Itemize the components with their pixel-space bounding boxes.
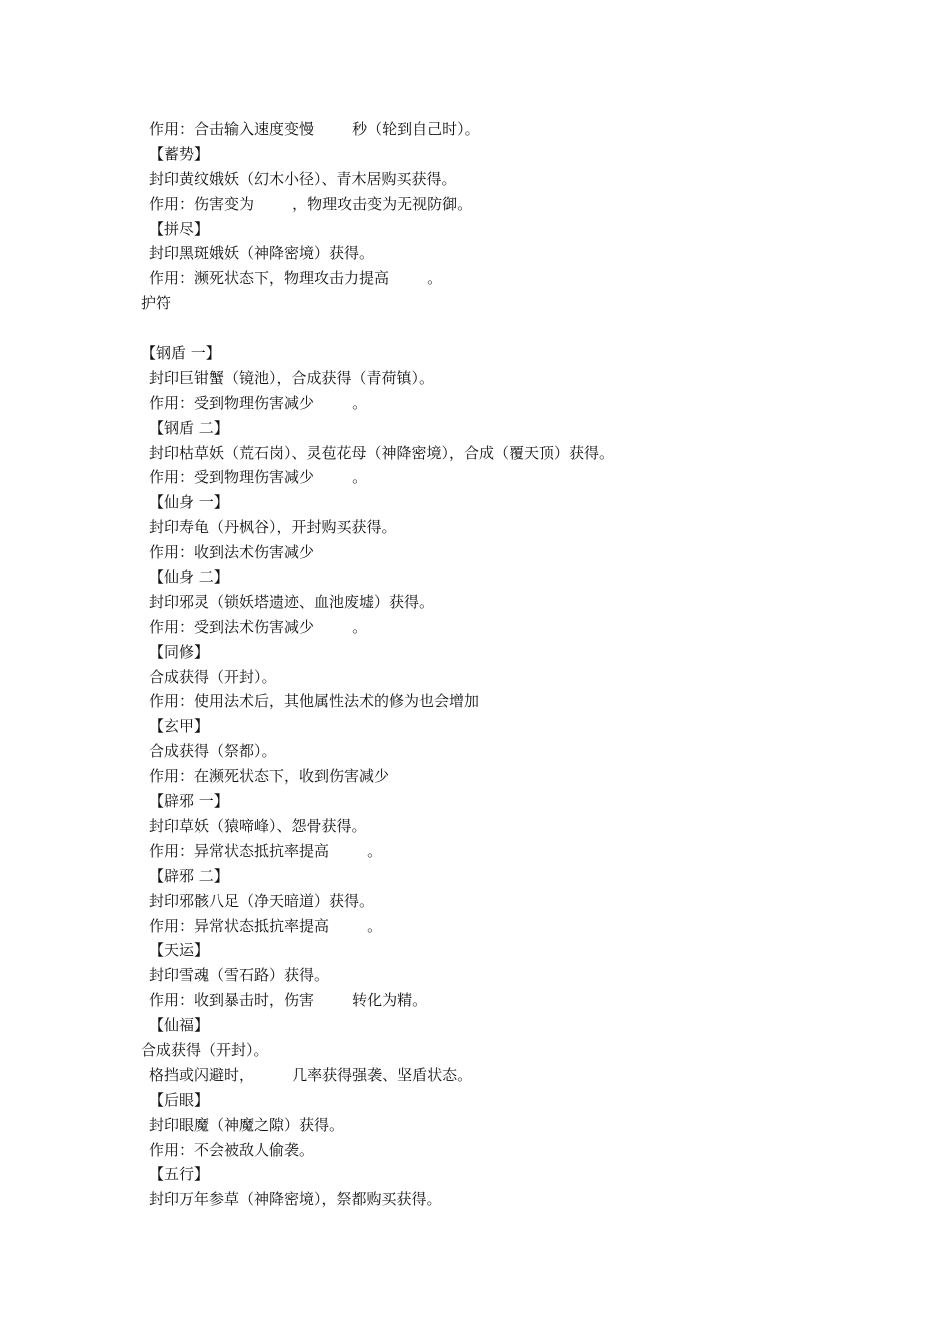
source-line: 合成获得（开封）。 [149, 667, 277, 686]
section-heading: 【仙福】 [149, 1016, 210, 1035]
section-heading: 【蓄势】 [149, 144, 210, 163]
source-line: 合成获得（祭都）。 [149, 742, 277, 761]
source-line: 封印眼魔（神魔之隙）获得。 [149, 1115, 345, 1134]
source-line: 封印黑斑娥妖（神降密境）获得。 [149, 244, 375, 263]
effect-line: 作用：合击输入速度变慢 秒（轮到自己时）。 [149, 120, 480, 138]
section-heading: 【仙身 二】 [149, 568, 229, 587]
section-heading: 【拼尽】 [149, 219, 210, 238]
section-heading: 【辟邪 一】 [149, 792, 229, 811]
section-heading: 【后眼】 [149, 1090, 210, 1109]
source-line: 封印万年参草（神降密境），祭都购买获得。 [149, 1190, 442, 1209]
effect-line: 作用：使用法术后，其他属性法术的修为也会增加 [149, 692, 480, 711]
effect-line: 作用：收到暴击时，伤害 转化为精。 [149, 991, 428, 1010]
effect-line: 作用：受到物理伤害减少 。 [149, 393, 368, 412]
section-heading: 【辟邪 二】 [149, 866, 229, 885]
section-heading: 【玄甲】 [149, 717, 210, 736]
effect-line: 作用：在濒死状态下，收到伤害减少 [149, 767, 390, 786]
source-line: 合成获得（开封）。 [141, 1040, 269, 1059]
section-heading: 【天运】 [149, 941, 210, 960]
blank-line [141, 316, 841, 341]
source-line: 封印枯草妖（荒石岗）、灵苞花母（神降密境），合成（覆天顶）获得。 [149, 443, 615, 462]
source-line: 封印寿龟（丹枫谷），开封购买获得。 [149, 518, 397, 537]
source-line: 封印邪灵（锁妖塔遗迹、血池废墟）获得。 [149, 592, 435, 611]
effect-line: 作用：异常状态抵抗率提高 。 [149, 916, 383, 935]
source-line: 封印草妖（猿啼峰）、怨骨获得。 [149, 816, 367, 835]
effect-line: 作用：不会被敌人偷袭。 [149, 1140, 315, 1159]
effect-line: 作用：伤害变为 ，物理攻击变为无视防御。 [149, 194, 473, 213]
section-heading: 【五行】 [149, 1165, 210, 1184]
section-heading: 【同修】 [149, 642, 210, 661]
effect-line: 作用：收到法术伤害减少 [149, 543, 315, 562]
section-heading: 【钢盾 二】 [149, 418, 229, 437]
category-heading: 护符 [141, 294, 172, 313]
section-heading: 【钢盾 一】 [141, 344, 221, 363]
source-line: 封印雪魂（雪石路）获得。 [149, 966, 330, 985]
effect-line: 作用：受到物理伤害减少 。 [149, 468, 368, 487]
source-line: 封印邪骸八足（净天暗道）获得。 [149, 891, 375, 910]
source-line: 格挡或闪避时， 几率获得强袭、坚盾状态。 [149, 1065, 473, 1084]
section-heading: 【仙身 一】 [149, 493, 229, 512]
document-body [141, 117, 841, 1212]
effect-line: 作用：受到法术伤害减少 。 [149, 617, 368, 636]
source-line: 封印巨钳蟹（镜池），合成获得（青荷镇）。 [149, 368, 435, 387]
effect-line: 作用：异常状态抵抗率提高 。 [149, 841, 383, 860]
effect-line: 作用：濒死状态下，物理攻击力提高 。 [149, 269, 443, 288]
source-line: 封印黄纹娥妖（幻木小径）、青木居购买获得。 [149, 169, 457, 188]
